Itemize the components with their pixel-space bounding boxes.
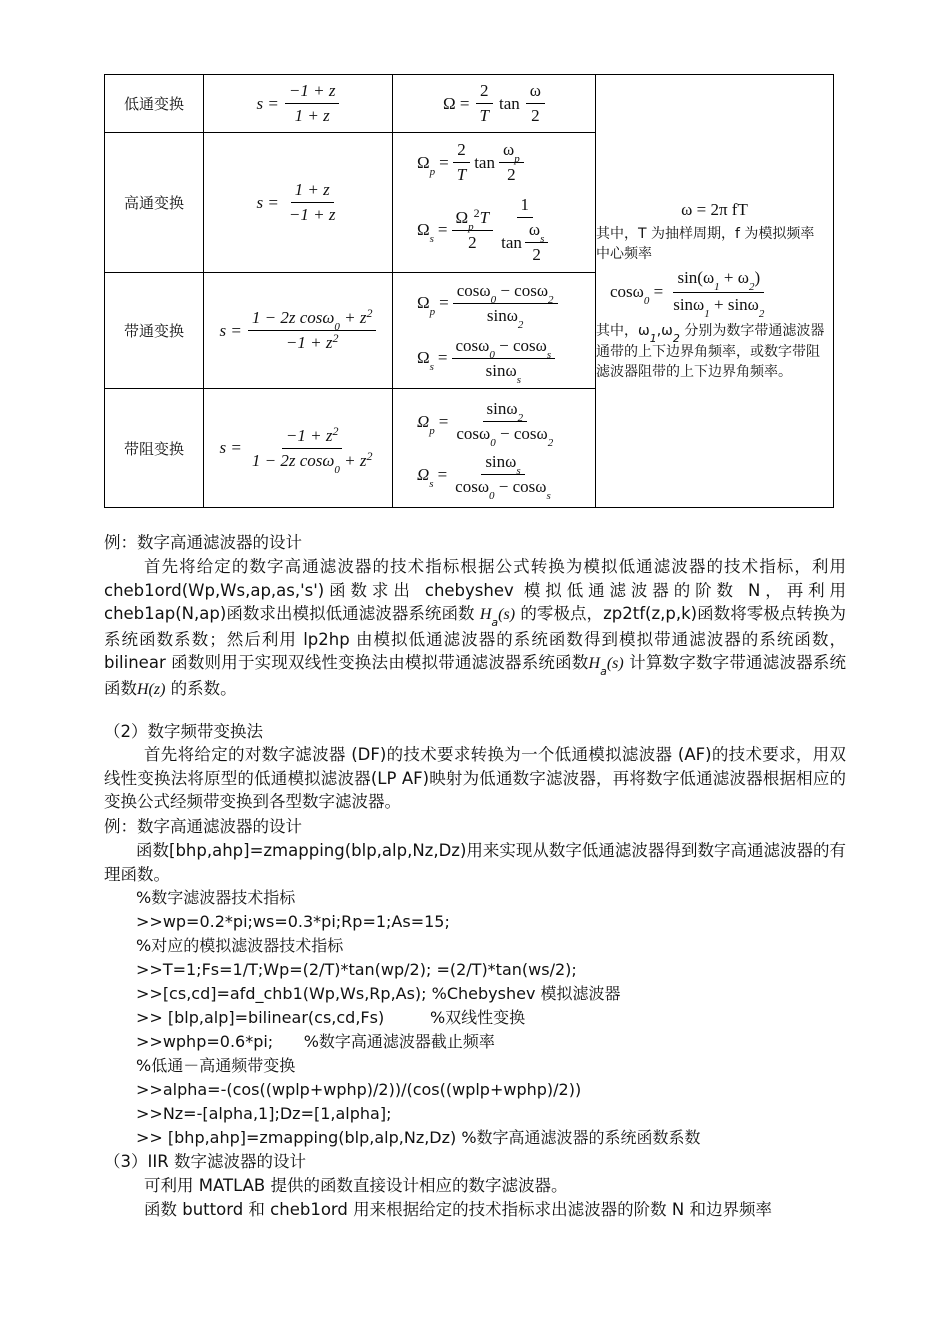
table-row <box>105 75 834 133</box>
code-line: >> [blp,alp]=bilinear(cs,cd,Fs) %双线性变换 <box>136 1008 526 1027</box>
code-line: >>wphp=0.6*pi; %数字高通滤波器截止频率 <box>136 1032 495 1051</box>
code-line: >>[cs,cd]=afd_chb1(Wp,Ws,Rp,As); %Chebyshev 模拟滤波器 <box>136 984 621 1003</box>
example-2-title: 例：数字高通滤波器的设计 <box>104 817 302 836</box>
note-line-1: 其中，T 为抽样周期，f 为模拟频率 <box>596 226 815 242</box>
code-line: >>alpha=-(cos((wplp+wphp)/2))/(cos((wplp+wphp)/2)) <box>136 1080 582 1099</box>
row-name-bandstop: 带阻变换 <box>105 389 204 508</box>
example-1-title: 例：数字高通滤波器的设计 <box>104 533 302 552</box>
paragraph-3: 函数[bhp,ahp]=zmapping(blp,alp,Nz,Dz)用来实现从数字低通滤波器得到数字高通滤波器的有理函数。 <box>104 841 846 884</box>
s-formula-highpass: s = $\frac{1 + z}{-1 + z}$ <box>256 180 336 224</box>
note-line-2: 中心频率 <box>596 246 652 262</box>
omega-s-formula-bandpass: $\Omega_s$ = $\frac{\cos\omega_0 - \cos\omega_s}{\sin\omega_s}$ <box>417 336 595 381</box>
omega-fT-formula: ω = 2π fT <box>681 200 748 219</box>
section-3-heading: （3）IIR 数字滤波器的设计 <box>104 1152 306 1171</box>
code-line: %对应的模拟滤波器技术指标 <box>136 936 344 955</box>
note-line-3: 其中，$\omega_1,\omega_2$ 分别为数字带通滤波器通带的上下边界角频率，或数字带阻滤波器阻带的上下边界角频率。 <box>596 323 825 380</box>
code-line: >>Nz=-[alpha,1];Dz=[1,alpha]; <box>136 1104 392 1123</box>
code-line: >> [bhp,ahp]=zmapping(blp,alp,Nz,Dz) %数字高通滤波器的系统函数系数 <box>136 1128 701 1147</box>
row-name-highpass: 高通变换 <box>105 133 204 273</box>
paragraph-2: 首先将给定的对数字滤波器 (DF)的技术要求转换为一个低通模拟滤波器 (AF)的技术要求，用双线性变换法将原型的低通模拟滤波器(LP AF)映射为低通数字滤波器，再将数字低通滤波器根据相应的变换公式经频带变换到各型数字滤波器。 <box>104 745 846 812</box>
omega-formula-lowpass: Ω = $\frac{2}{T}$ tan $\frac{\omega}{2}$ <box>393 81 595 126</box>
paragraph-4: 可利用 MATLAB 提供的函数直接设计相应的数字滤波器。 <box>144 1176 568 1195</box>
center-frequency-formula: cosω$_0$ = $\frac{\sin(\omega_1 + \omega_2)}{\sin\omega_1 + \sin\omega_2}$ <box>610 268 765 320</box>
omega-p-formula-bandpass: $\Omega_p$ = $\frac{\cos\omega_0 - \cos\omega_2}{\sin\omega_2}$ <box>417 281 595 326</box>
s-formula-bandstop: s = $\frac{-1 + z^2}{1 - 2z \cos\omega_0 + z^2}$ <box>219 423 373 476</box>
row-name-bandpass: 带通变换 <box>105 273 204 389</box>
section-2-heading: （2）数字频带变换法 <box>104 722 263 741</box>
omega-s-formula-bandstop: $\Omega_s$ = $\frac{\sin\omega_s}{\cos\omega_0 - \cos\omega_s}$ <box>417 452 551 502</box>
paragraph-5: 函数 buttord 和 cheb1ord 用来根据给定的技术指标求出滤波器的阶数 N 和边界频率 <box>144 1200 772 1219</box>
omega-p-formula-bandstop: $\Omega_p$ = $\frac{\sin\omega_2}{\cos\omega_0 - \cos\omega_2}$ <box>417 399 554 449</box>
code-line: >>T=1;Fs=1/T;Wp=(2/T)*tan(wp/2); =(2/T)*tan(ws/2); <box>136 960 577 979</box>
note-cell <box>596 75 834 508</box>
frequency-transform-table <box>104 74 834 508</box>
s-formula-lowpass: s = $\frac{-1 + z}{1 + z}$ <box>204 81 392 126</box>
row-name-lowpass: 低通变换 <box>105 75 204 133</box>
code-line: %数字滤波器技术指标 <box>136 888 296 907</box>
paragraph-1: 首先将给定的数字高通滤波器的技术指标根据公式转换为模拟低通滤波器的技术指标，利用 cheb1ord(Wp,Ws,ap,as,'s')函数求出 chebyshev 模拟低通滤波器的阶数 N，再利用 cheb1ap(N,ap)函数求出模拟低通滤波器系统函数 $H_a(s)$ 的零极点，zp2tf(z,p,k)函数将零极点转换为系统函数系数；然后利用 lp2hp 由模拟低通滤波器的系统函数得到模拟带通滤波器的系统函数，bilinear 函数则用于实现双线性变换法由模拟带通滤波器系统函数$H_a(s)$ 计算数字数字带通滤波器系统函数H(z) 的系数。 <box>104 557 847 698</box>
s-formula-bandpass: s = $\frac{1 - 2z \cos\omega_0 + z^2}{-1 + z^2}$ <box>204 308 392 353</box>
omega-s-formula-highpass: $\Omega_s$ = $\frac{\Omega_p^2T}{2}$ 1 tan $\frac{\omega_s}{2}$ <box>417 195 595 265</box>
code-line: >>wp=0.2*pi;ws=0.3*pi;Rp=1;As=15; <box>136 912 450 931</box>
code-line: %低通－高通频带变换 <box>136 1056 296 1075</box>
omega-p-formula-highpass: $\Omega_p$ = $\frac{2}{T}$ tan $\frac{\omega_p}{2}$ <box>417 140 595 185</box>
